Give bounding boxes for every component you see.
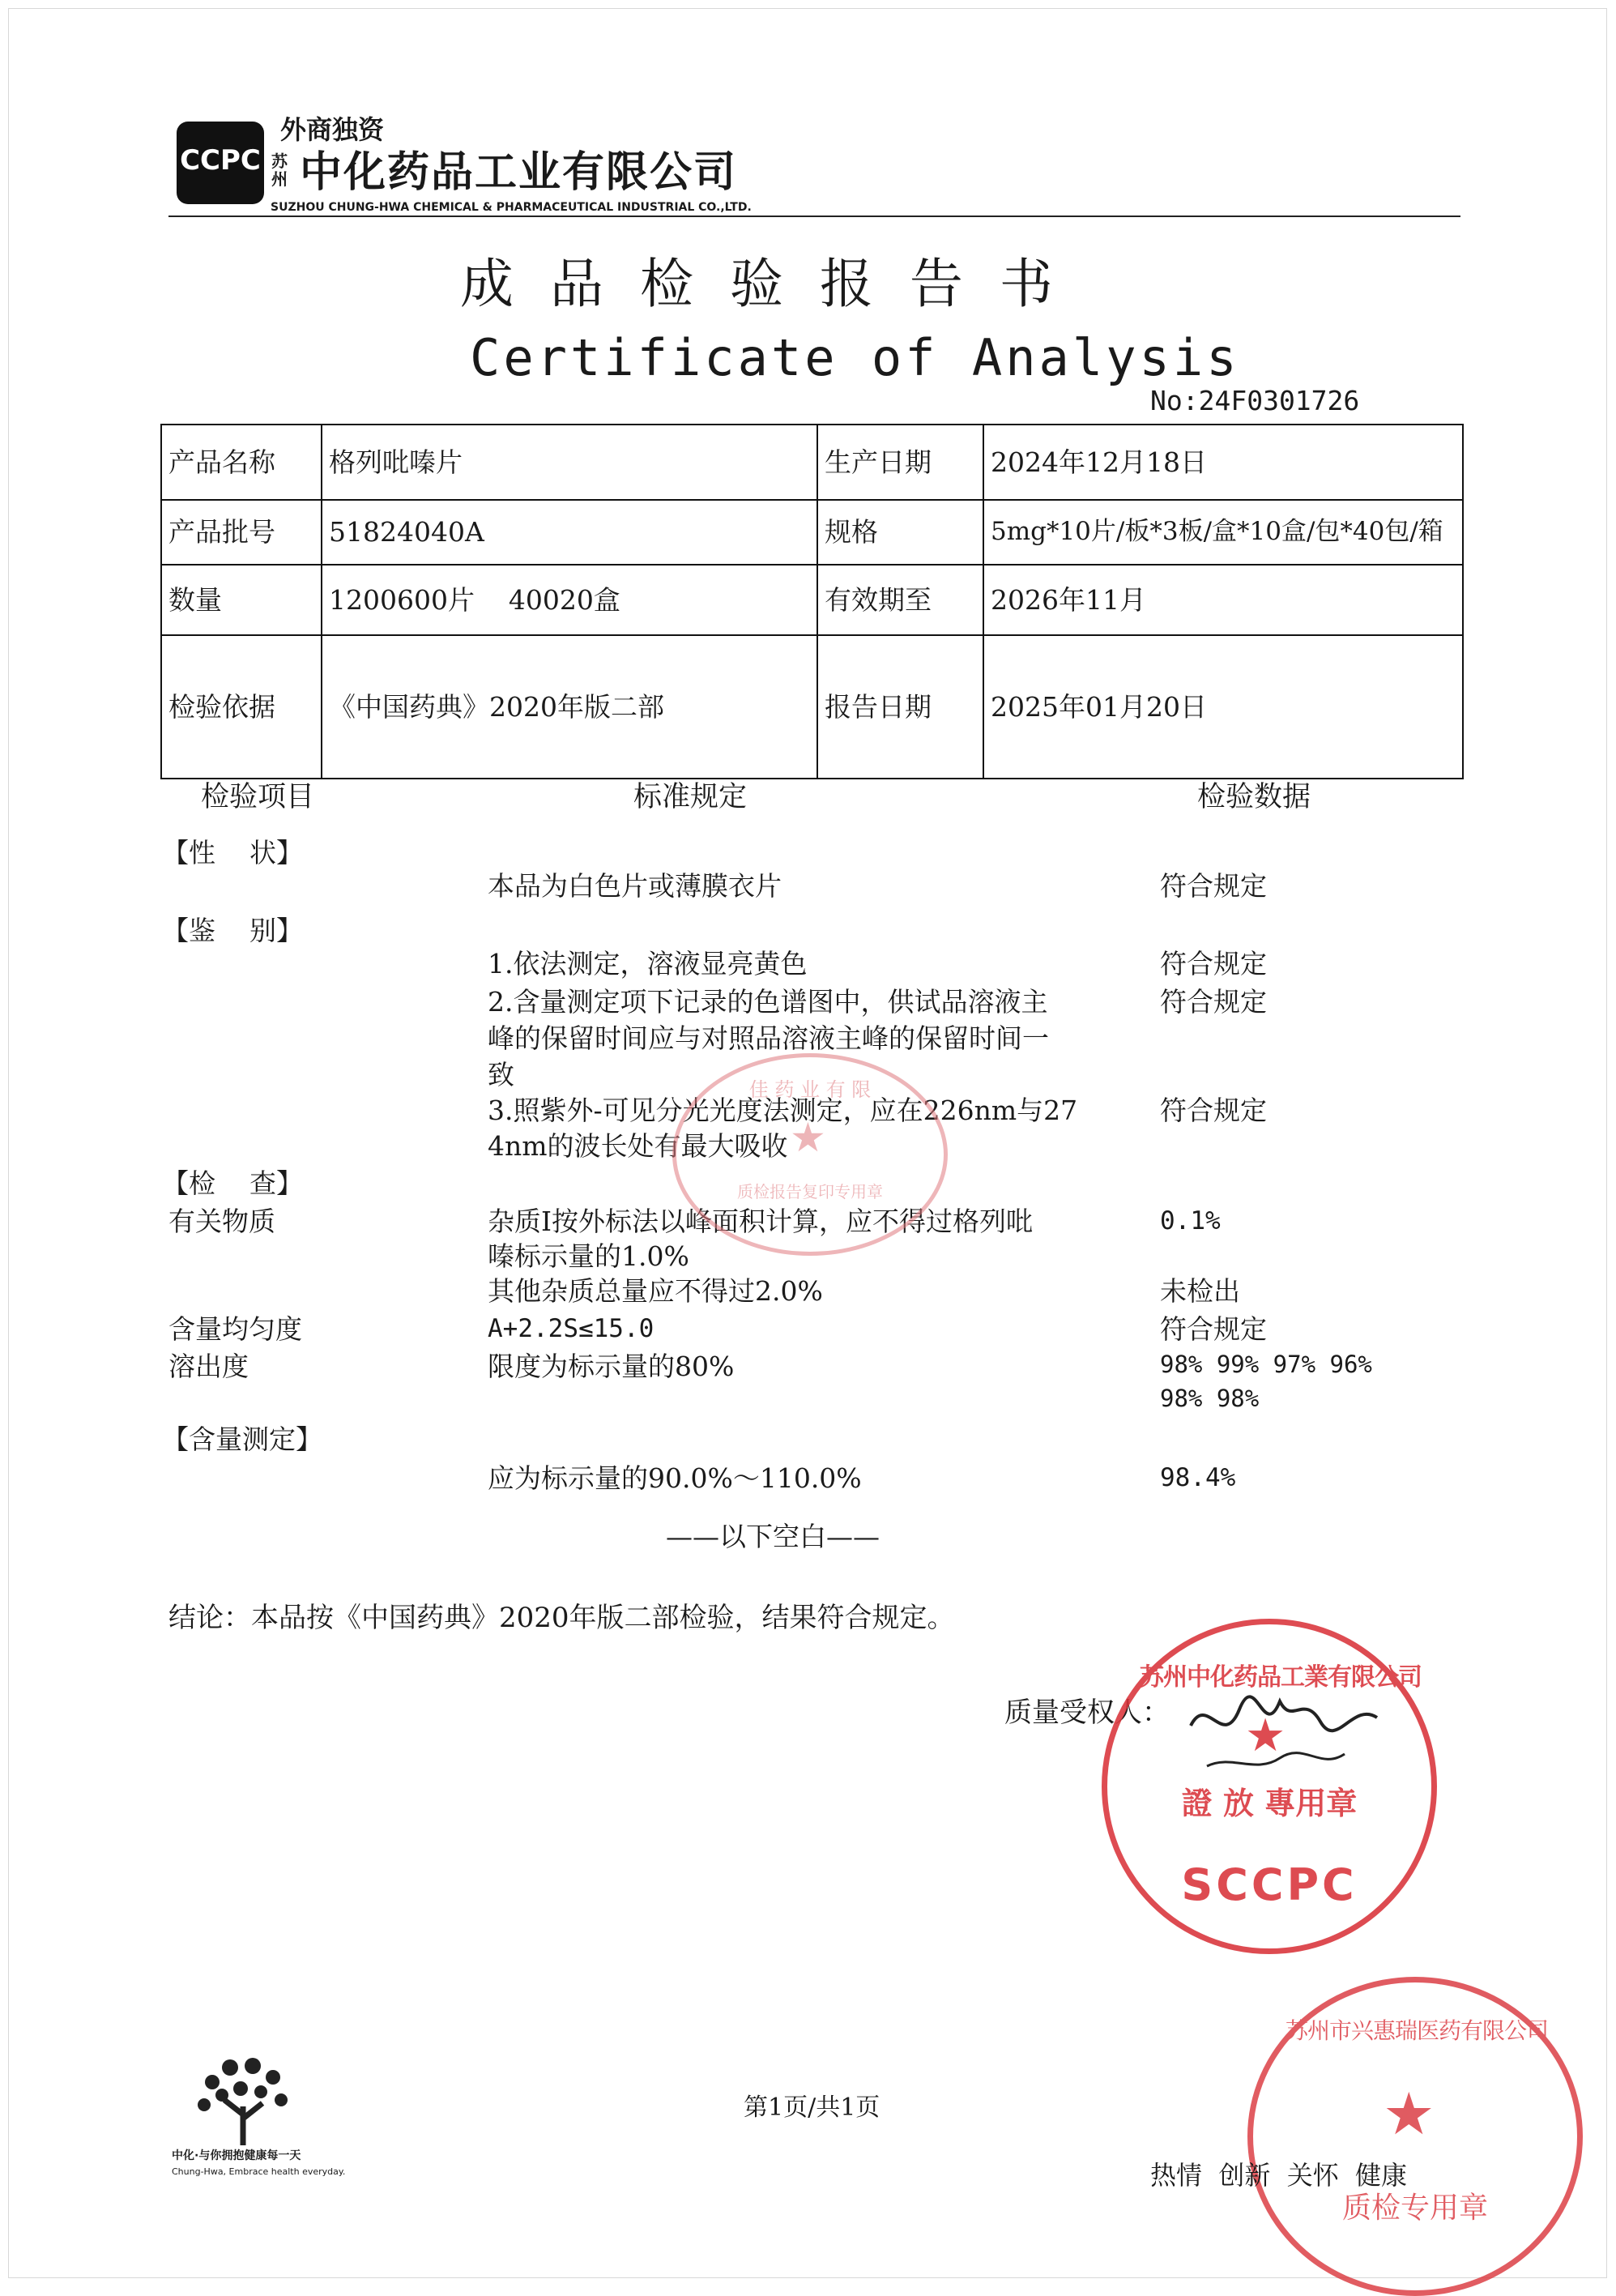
value-batch-number: 51824040A bbox=[322, 500, 817, 565]
seal-ring-text: 苏州中化药品工業有限公司 bbox=[1140, 1663, 1422, 1692]
section-assay: 【含量测定】 bbox=[162, 1423, 322, 1455]
column-standard: 标准规定 bbox=[633, 781, 748, 813]
value-test-basis: 《中国药典》2020年版二部 bbox=[322, 635, 817, 779]
brand-side: 苏州 bbox=[271, 152, 288, 189]
assay-result: 98.4% bbox=[1160, 1463, 1236, 1492]
id1-result: 符合规定 bbox=[1160, 948, 1267, 979]
related-standard-line2: 嗪标示量的1.0% bbox=[488, 1240, 689, 1272]
copy-seal-star-icon: ★ bbox=[790, 1114, 826, 1161]
uniformity-standard: A+2.2S≤15.0 bbox=[488, 1314, 655, 1343]
value-expiry: 2026年11月 bbox=[983, 565, 1463, 635]
company-name-cn: 中化药品工业有限公司 bbox=[300, 148, 738, 197]
label-quantity: 数量 bbox=[161, 565, 322, 635]
related-standard-line1: 杂质Ⅰ按外标法以峰面积计算，应不得过格列吡 bbox=[488, 1206, 1034, 1237]
section-inspection: 【检 查】 bbox=[162, 1167, 303, 1199]
table-row bbox=[161, 500, 1463, 565]
company-name-en: SUZHOU CHUNG-HWA CHEMICAL & PHARMACEUTICAL INDUSTRIAL CO.,LTD. bbox=[271, 201, 752, 214]
id2-result: 符合规定 bbox=[1160, 986, 1267, 1018]
logo-caption-en: Chung-Hwa, Embrace health everyday. bbox=[172, 2166, 346, 2177]
id3-standard-line1: 3.照紫外-可见分光光度法测定，应在226nm与27 bbox=[488, 1095, 1078, 1126]
signature-label: 质量受权人： bbox=[1004, 1696, 1170, 1729]
logo-text: CCPC bbox=[180, 144, 261, 177]
product-info-table bbox=[160, 424, 1464, 779]
appearance-standard: 本品为白色片或薄膜衣片 bbox=[488, 870, 782, 902]
assay-standard: 应为标示量的90.0%～110.0% bbox=[488, 1462, 862, 1494]
label-production-date: 生产日期 bbox=[817, 425, 983, 500]
related-result: 0.1% bbox=[1160, 1206, 1221, 1235]
seal-star-icon: ★ bbox=[1245, 1709, 1286, 1762]
certificate-number: No:24F0301726 bbox=[1150, 385, 1360, 416]
id2-standard-line1: 2.含量测定项下记录的色谱图中，供试品溶液主 bbox=[488, 986, 1048, 1018]
tree-logo-icon bbox=[180, 2050, 309, 2147]
uniformity-result: 符合规定 bbox=[1160, 1313, 1267, 1345]
section-identification: 【鉴 别】 bbox=[162, 915, 303, 946]
section-appearance: 【性 状】 bbox=[162, 837, 303, 868]
appearance-result: 符合规定 bbox=[1160, 870, 1267, 902]
label-specification: 规格 bbox=[817, 500, 983, 565]
page-number: 第1页/共1页 bbox=[744, 2093, 880, 2122]
dissolution-item: 溶出度 bbox=[168, 1351, 249, 1382]
value-production-date: 2024年12月18日 bbox=[983, 425, 1463, 500]
label-product-name: 产品名称 bbox=[161, 425, 322, 500]
uniformity-item: 含量均匀度 bbox=[168, 1313, 302, 1345]
distributor-quality-seal bbox=[1247, 1977, 1583, 2296]
seal-bottom-text: SCCPC bbox=[1181, 1859, 1358, 1910]
label-test-basis: 检验依据 bbox=[161, 635, 322, 779]
table-row bbox=[161, 565, 1463, 635]
copy-seal-center-text: 质检报告复印专用章 bbox=[737, 1182, 883, 1201]
table-row bbox=[161, 635, 1463, 779]
copy-seal-ring-text: 佳 药 业 有 限 bbox=[748, 1078, 872, 1101]
brand-top: 外商独资 bbox=[280, 114, 385, 145]
title-en: Certificate of Analysis bbox=[470, 328, 1240, 387]
id2-standard-line3: 致 bbox=[488, 1059, 514, 1090]
id3-standard-line2: 4nm的波长处有最大吸收 bbox=[488, 1130, 788, 1162]
dissolution-result-line1: 98% 99% 97% 96% bbox=[1160, 1351, 1372, 1378]
conclusion: 结论：本品按《中国药典》2020年版二部检验，结果符合规定。 bbox=[168, 1602, 955, 1634]
column-test-data: 检验数据 bbox=[1197, 781, 1311, 813]
column-test-item: 检验项目 bbox=[201, 781, 315, 813]
distributor-seal-center-text: 质检专用章 bbox=[1341, 2191, 1488, 2225]
value-specification: 5mg*10片/板*3板/盒*10盒/包*40包/箱 bbox=[983, 500, 1463, 565]
distributor-seal-ring-text: 苏州市兴惠瑞医药有限公司 bbox=[1286, 2017, 1549, 2044]
copy-seal bbox=[672, 1053, 948, 1256]
other-impurities-result: 未检出 bbox=[1160, 1275, 1240, 1307]
title-cn: 成 品 检 验 报 告 书 bbox=[460, 253, 1063, 315]
label-expiry: 有效期至 bbox=[817, 565, 983, 635]
company-quality-seal bbox=[1102, 1619, 1437, 1954]
id1-standard: 1.依法测定，溶液显亮黄色 bbox=[488, 948, 808, 979]
id3-result: 符合规定 bbox=[1160, 1095, 1267, 1126]
blank-below-marker: ——以下空白—— bbox=[666, 1521, 880, 1552]
label-report-date: 报告日期 bbox=[817, 635, 983, 779]
dissolution-result-line2: 98% 98% bbox=[1160, 1385, 1260, 1412]
related-substances-item: 有关物质 bbox=[168, 1206, 275, 1237]
value-product-name: 格列吡嗪片 bbox=[322, 425, 817, 500]
header-rule bbox=[168, 216, 1460, 217]
label-batch-number: 产品批号 bbox=[161, 500, 322, 565]
value-quantity: 1200600片 40020盒 bbox=[322, 565, 817, 635]
id2-standard-line2: 峰的保留时间应与对照品溶液主峰的保留时间一 bbox=[488, 1022, 1049, 1054]
company-logo bbox=[177, 122, 264, 204]
seal-center-text: 證 放 專用章 bbox=[1181, 1786, 1358, 1821]
other-impurities-standard: 其他杂质总量应不得过2.0% bbox=[488, 1275, 823, 1307]
distributor-seal-star-icon: ★ bbox=[1383, 2080, 1435, 2148]
table-row bbox=[161, 425, 1463, 500]
value-report-date: 2025年01月20日 bbox=[983, 635, 1463, 779]
footer-slogan: 热情 创新 关怀 健康 bbox=[1150, 2160, 1408, 2191]
dissolution-standard: 限度为标示量的80% bbox=[488, 1351, 735, 1382]
logo-caption-cn: 中化·与你拥抱健康每一天 bbox=[172, 2149, 301, 2162]
